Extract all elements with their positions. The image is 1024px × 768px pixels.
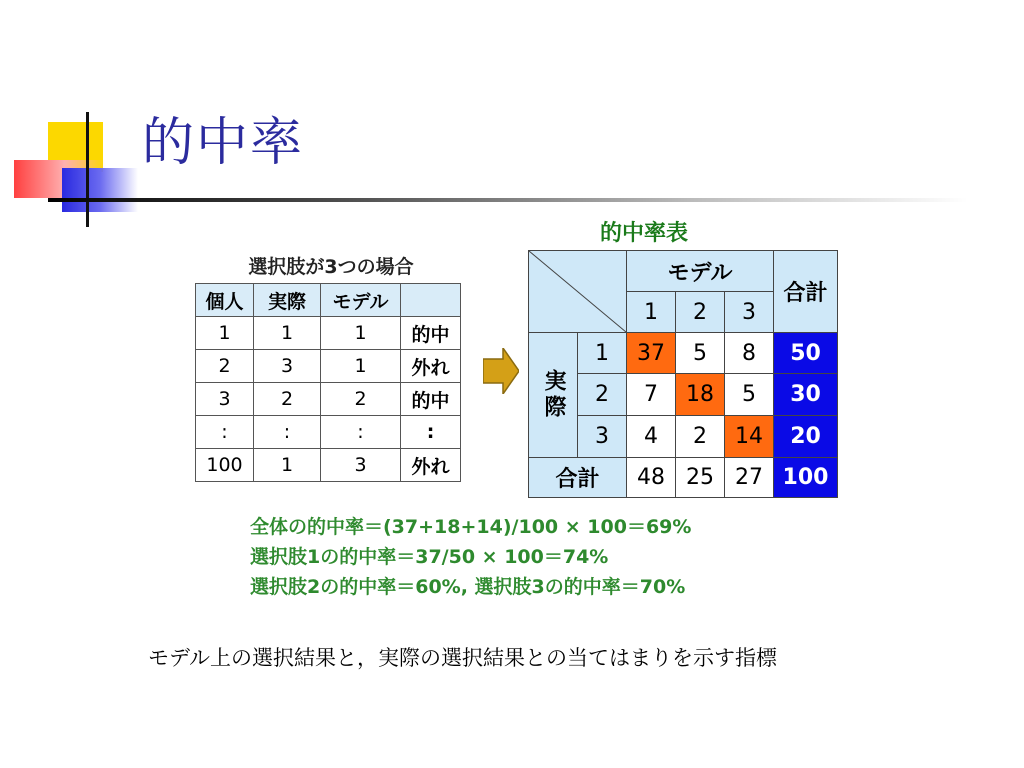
slide-caption: モデル上の選択結果と，実際の選択結果との当てはまりを示す指標 (148, 646, 777, 670)
hit-cell: 14 (724, 415, 774, 458)
total-row-label: 合計 (528, 457, 627, 498)
table-cell: 2 (675, 415, 725, 458)
title-underline (48, 198, 968, 202)
actual-label: 2 (577, 373, 627, 416)
table-cell: 1 (321, 350, 401, 383)
row-total-cell: 50 (773, 332, 838, 374)
result-cell: 外れ (401, 449, 461, 482)
column-total-cell: 48 (626, 457, 676, 498)
table-cell: 2 (196, 350, 254, 383)
corner-cell (528, 250, 627, 333)
result-cell: 的中 (401, 317, 461, 350)
diagonal-line (529, 251, 626, 332)
header-cell: モデル (321, 284, 401, 317)
right-arrow-icon (483, 348, 519, 394)
table-cell: 1 (254, 449, 321, 482)
row-total-cell: 20 (773, 415, 838, 458)
sample-table-header (196, 284, 461, 317)
table-cell: 3 (321, 449, 401, 482)
table-cell: 1 (321, 317, 401, 350)
table-cell: 3 (196, 383, 254, 416)
table-cell: : (321, 416, 401, 449)
result-cell: : (401, 416, 461, 449)
grand-total-cell: 100 (773, 457, 838, 498)
result-cell: 外れ (401, 350, 461, 383)
decor-vertical-line (86, 112, 89, 227)
table-cell: : (254, 416, 321, 449)
row-total-cell: 30 (773, 373, 838, 416)
left-table-caption: 選択肢が3つの場合 (248, 256, 414, 278)
header-cell: 個人 (196, 284, 254, 317)
table-cell: 3 (254, 350, 321, 383)
table-cell: 100 (196, 449, 254, 482)
hit-cell: 18 (675, 373, 725, 416)
model-label: 1 (626, 291, 676, 333)
formula-line: 選択肢1の的中率＝37/50 × 100＝74% (250, 546, 609, 568)
table-cell: 2 (321, 383, 401, 416)
formula-line: 全体の的中率＝(37+18+14)/100 × 100＝69% (250, 516, 692, 538)
actual-header-text: 実際 (541, 369, 566, 421)
model-label: 2 (675, 291, 725, 333)
table-cell: 1 (254, 317, 321, 350)
table-cell: 2 (254, 383, 321, 416)
table-cell: 7 (626, 373, 676, 416)
total-column-header: 合計 (773, 250, 838, 333)
table-cell: 1 (196, 317, 254, 350)
decor-blue-bar (62, 168, 138, 212)
table-cell: 5 (724, 373, 774, 416)
sample-table (195, 283, 461, 482)
header-cell (401, 284, 461, 317)
actual-label: 1 (577, 332, 627, 374)
table-row (196, 383, 461, 416)
formula-line: 選択肢2の的中率＝60%, 選択肢3の的中率＝70% (250, 576, 686, 598)
column-total-cell: 25 (675, 457, 725, 498)
table-row (196, 317, 461, 350)
table-row (196, 350, 461, 383)
formula-block (250, 512, 691, 602)
hit-rate-table (528, 250, 838, 498)
actual-header (528, 332, 578, 458)
model-label: 3 (724, 291, 774, 333)
actual-label: 3 (577, 415, 627, 458)
table-cell: 8 (724, 332, 774, 374)
slide-title: 的中率 (142, 113, 305, 173)
table-row (196, 449, 461, 482)
table-cell: : (196, 416, 254, 449)
model-header: モデル (626, 250, 774, 292)
header-cell: 実際 (254, 284, 321, 317)
column-total-cell: 27 (724, 457, 774, 498)
table-cell: 5 (675, 332, 725, 374)
hit-rate-table-caption: 的中率表 (600, 221, 689, 246)
table-cell: 4 (626, 415, 676, 458)
hit-cell: 37 (626, 332, 676, 374)
table-row (196, 416, 461, 449)
result-cell: 的中 (401, 383, 461, 416)
